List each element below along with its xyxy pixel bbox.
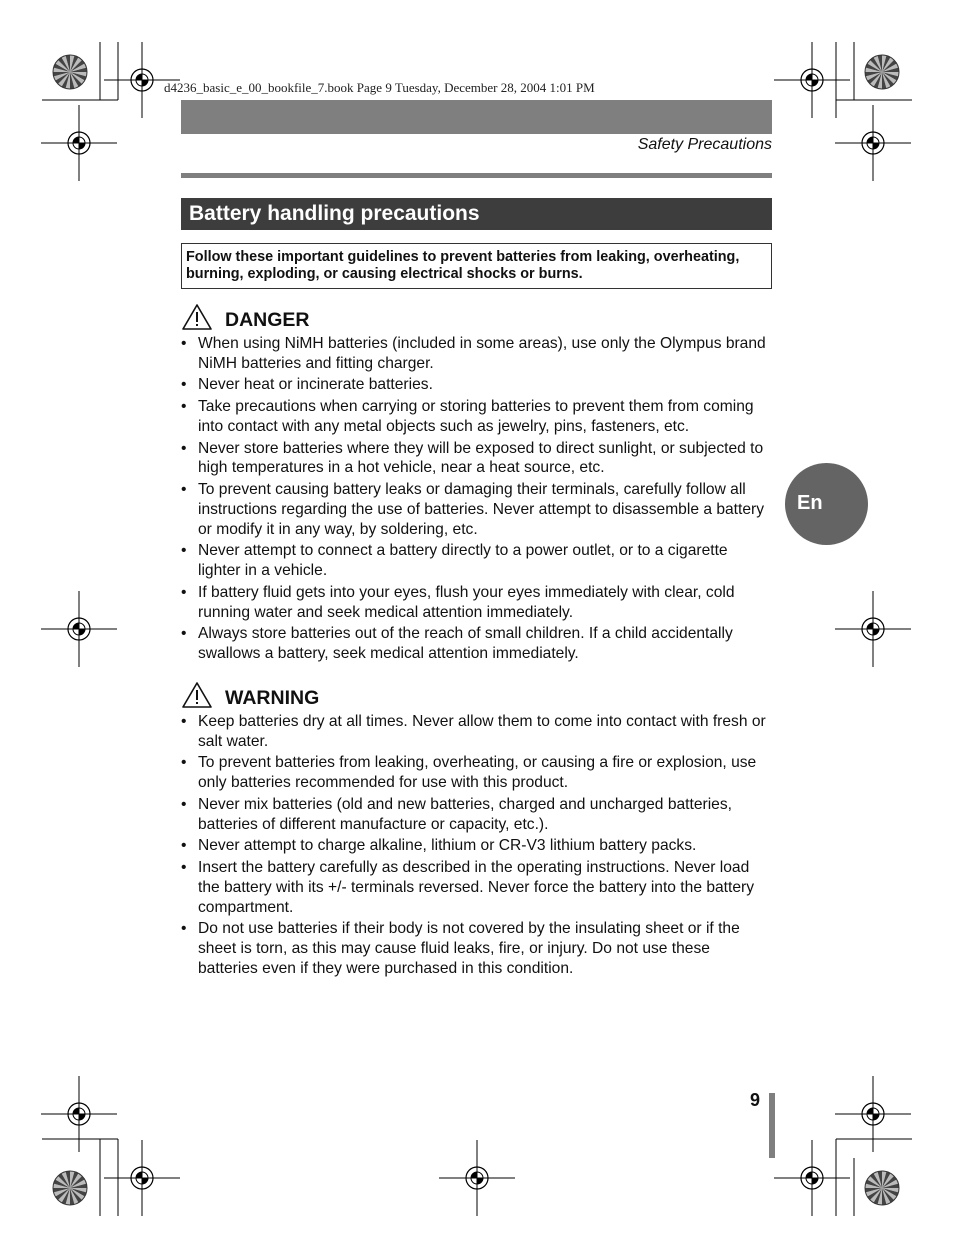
intro-text: Follow these important guidelines to prevent batteries from leaking, overheating, burning, exploding, or causing electrical shocks or burns. [186,249,740,282]
list-item: • When using NiMH batteries (included in some areas), use only the Olympus brand NiMH batteries and fitting charger. [181,334,774,374]
warning-heading-label: WARNING [225,687,320,709]
list-item: • Keep batteries dry at all times. Never allow them to come into contact with fresh or salt water. [181,712,774,752]
color-calibration-wheel-icon [53,1171,87,1205]
list-item: • Take precautions when carrying or storing batteries to prevent them from coming into contact with any metal objects such as jewelry, pins, fasteners, etc. [181,397,774,437]
list-item: • To prevent batteries from leaking, overheating, or causing a fire or explosion, use only batteries recommended for use with this product. [181,753,774,793]
registration-mark-icon [774,1140,850,1216]
color-calibration-wheel-icon [865,1171,899,1205]
list-item: • Insert the battery carefully as described in the operating instructions. Never load the battery with its +/- terminals reversed. Never force the battery into the battery compartment. [181,858,774,917]
warning-heading [181,681,381,709]
language-tab-label: En [797,492,823,514]
registration-mark-icon [41,1076,117,1152]
registration-mark-icon [104,1140,180,1216]
list-item: • Never mix batteries (old and new batteries, charged and uncharged batteries, batteries of different manufacture or capacity, etc.). [181,795,774,835]
danger-heading [181,303,381,331]
header-rule [181,173,772,178]
registration-mark-icon [835,1076,911,1152]
list-item: • Never attempt to charge alkaline, lithium or CR-V3 lithium battery packs. [181,836,774,856]
list-item: • Always store batteries out of the reach of small children. If a child accidentally swallows a battery, seek medical attention immediately. [181,624,774,664]
registration-mark-icon [774,42,850,118]
list-item: • Never heat or incinerate batteries. [181,375,774,395]
registration-mark-icon [41,591,117,667]
warning-list [181,712,774,981]
color-calibration-wheel-icon [53,55,87,89]
page-title: Battery handling precautions [189,202,480,225]
list-item: • To prevent causing battery leaks or damaging their terminals, carefully follow all instructions regarding the use of batteries. Never attempt to disassemble a battery or modify it in any way, by soldering, etc. [181,480,774,539]
warning-triangle-icon [181,303,213,331]
page-number: 9 [749,1090,760,1110]
danger-heading-label: DANGER [225,309,310,331]
registration-mark-icon [41,105,117,181]
danger-list [181,334,774,666]
page-number-bar [769,1093,775,1158]
list-item: • Never store batteries where they will be exposed to direct sunlight, or subjected to high temperatures in a hot vehicle, near a heat source, etc. [181,439,774,479]
list-item: • Never attempt to connect a battery directly to a power outlet, or to a cigarette lighter in a vehicle. [181,541,774,581]
intro-box [181,243,772,289]
warning-triangle-icon [181,681,213,709]
section-label: Safety Precautions [637,136,772,153]
list-item: • Do not use batteries if their body is not covered by the insulating sheet or if the sheet is torn, as this may cause fluid leaks, fire, or injury. Do not use these batteries even if they were purchased in this condition. [181,919,774,978]
title-bar [181,198,772,230]
registration-mark-icon [835,591,911,667]
book-file-line: d4236_basic_e_00_bookfile_7.book Page 9 Tuesday, December 28, 2004 1:01 PM [164,80,595,95]
header-bar [181,100,772,134]
list-item: • If battery fluid gets into your eyes, flush your eyes immediately with clear, cold running water and seek medical attention immediately. [181,583,774,623]
language-tab [785,463,868,545]
color-calibration-wheel-icon [865,55,899,89]
registration-mark-icon [835,105,911,181]
registration-mark-icon [439,1140,515,1216]
